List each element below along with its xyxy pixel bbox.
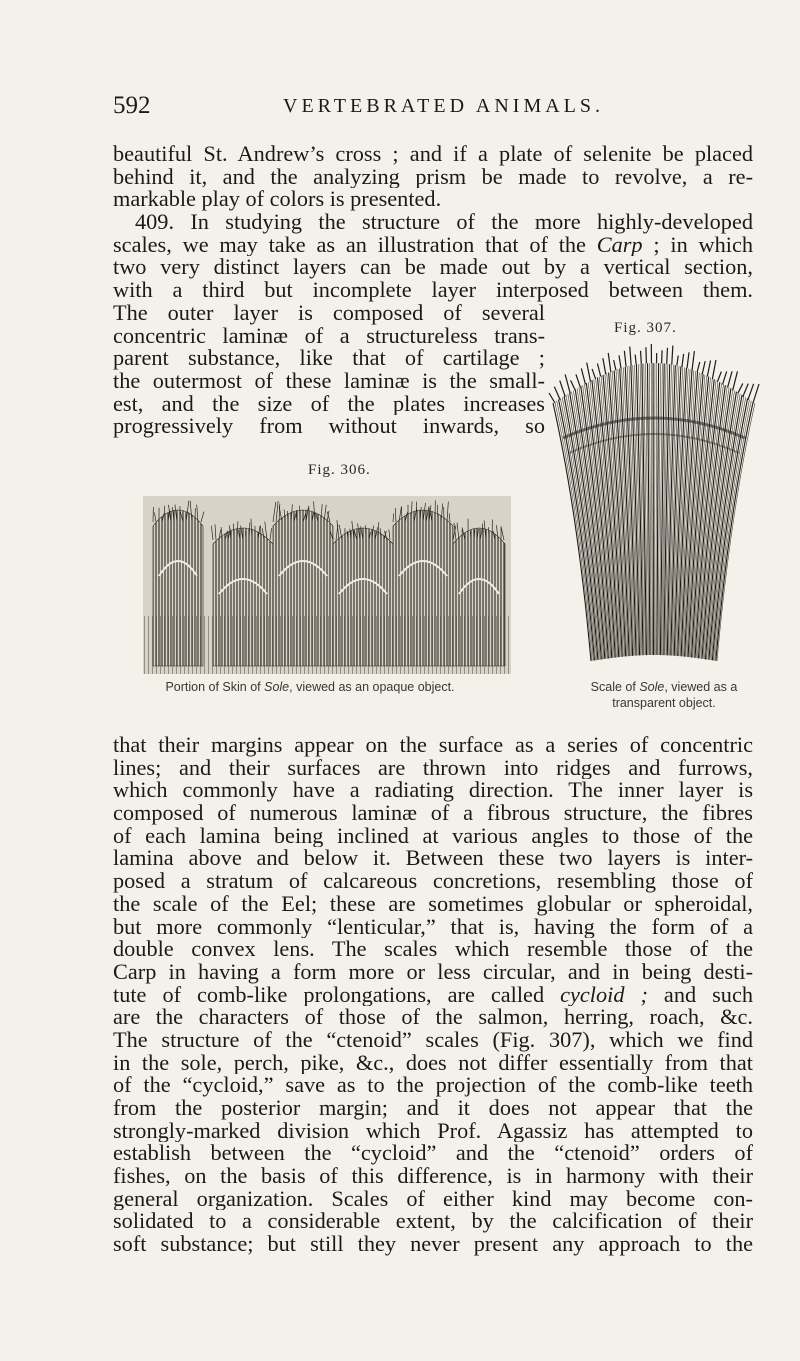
text-line: solidated to a considerable extent, by the calcification of their bbox=[113, 1210, 753, 1234]
running-head: VERTEBRATED ANIMALS. bbox=[283, 95, 605, 117]
text-line: general organization. Scales of either kind may become con- bbox=[113, 1187, 753, 1211]
text-line: the scale of the Eel; these are sometimes globular or spheroidal, bbox=[113, 892, 753, 916]
page-header bbox=[113, 92, 713, 122]
figure-307-illustration bbox=[543, 343, 765, 669]
text-line: the outermost of these laminæ is the small- bbox=[113, 369, 545, 393]
text-line: soft substance; but still they never present any approach to the bbox=[113, 1233, 753, 1256]
text-line: which commonly have a radiating direction. The inner layer is bbox=[113, 779, 753, 803]
text-line: markable play of colors is presented. bbox=[113, 188, 442, 212]
figure-306-illustration bbox=[143, 496, 511, 674]
text-line: of each lamina being inclined at various angles to those of the bbox=[113, 824, 753, 848]
text-line: parent substance, like that of cartilage ; bbox=[113, 347, 545, 370]
text-line: of the “cycloid,” save as to the projection of the comb-like teeth bbox=[113, 1074, 753, 1097]
text-line: that their margins appear on the surface as a series of concentric bbox=[113, 734, 753, 757]
body-text-bottom bbox=[113, 734, 753, 1256]
text-line: are the characters of those of the salmon, herring, roach, &c. bbox=[113, 1006, 753, 1029]
text-line bbox=[113, 234, 753, 257]
figure-307-caption: Scale of Sole, viewed as a transparent object. bbox=[590, 680, 738, 710]
text-line: The structure of the “ctenoid” scales (Fig. 307), which we find bbox=[113, 1028, 753, 1052]
figure-306-label: Fig. 306. bbox=[308, 462, 371, 478]
text-line: with a third but incomplete layer interposed between them. bbox=[113, 279, 753, 302]
text-line: establish between the “cycloid” and the “ctenoid” orders of bbox=[113, 1142, 753, 1166]
text-line: concentric laminæ of a structureless trans- bbox=[113, 324, 545, 348]
text-line: The outer layer is composed of several bbox=[113, 301, 545, 325]
text-line: Carp in having a form more or less circular, and in being desti- bbox=[113, 960, 753, 984]
text-line: lines; and their surfaces are thrown into ridges and furrows, bbox=[113, 756, 753, 780]
text-carp-line: scales, we may take as an illustration that of the Carp ; in which bbox=[113, 233, 753, 257]
text-line: progressively from without inwards, so bbox=[113, 415, 545, 438]
text-line: lamina above and below it. Between these two layers is inter- bbox=[113, 847, 753, 871]
text-line: composed of numerous laminæ of a fibrous structure, the fibres bbox=[113, 802, 753, 825]
text-line: from the posterior margin; and it does not appear that the bbox=[113, 1097, 753, 1120]
figure-306-caption: Portion of Skin of Sole, viewed as an opaque object. bbox=[165, 680, 455, 694]
text-line: fishes, on the basis of this difference, is in harmony with their bbox=[113, 1165, 753, 1188]
text-line: but more commonly “lenticular,” that is, having the form of a bbox=[113, 915, 753, 939]
text-line: double convex lens. The scales which resemble those of the bbox=[113, 938, 753, 961]
text-line: posed a stratum of calcareous concretions, resembling those of bbox=[113, 870, 753, 893]
text-line: est, and the size of the plates increases bbox=[113, 392, 545, 416]
text-line: two very distinct layers can be made out by a vertical section, bbox=[113, 256, 753, 280]
text-line: beautiful St. Andrew’s cross ; and if a plate of selenite be placed bbox=[113, 143, 753, 166]
page-number: 592 bbox=[113, 92, 151, 119]
figure-307-label: Fig. 307. bbox=[614, 320, 677, 336]
text-line: behind it, and the analyzing prism be made to revolve, a re- bbox=[113, 165, 753, 189]
text-line: 409. In studying the structure of the more highly-developed bbox=[135, 211, 753, 234]
text-line: tute of comb-like prolongations, are called cycloid ; and such bbox=[113, 983, 753, 1007]
text-line: strongly-marked division which Prof. Agassiz has attempted to bbox=[113, 1119, 753, 1143]
text-line: in the sole, perch, pike, &c., does not differ essentially from that bbox=[113, 1051, 753, 1075]
